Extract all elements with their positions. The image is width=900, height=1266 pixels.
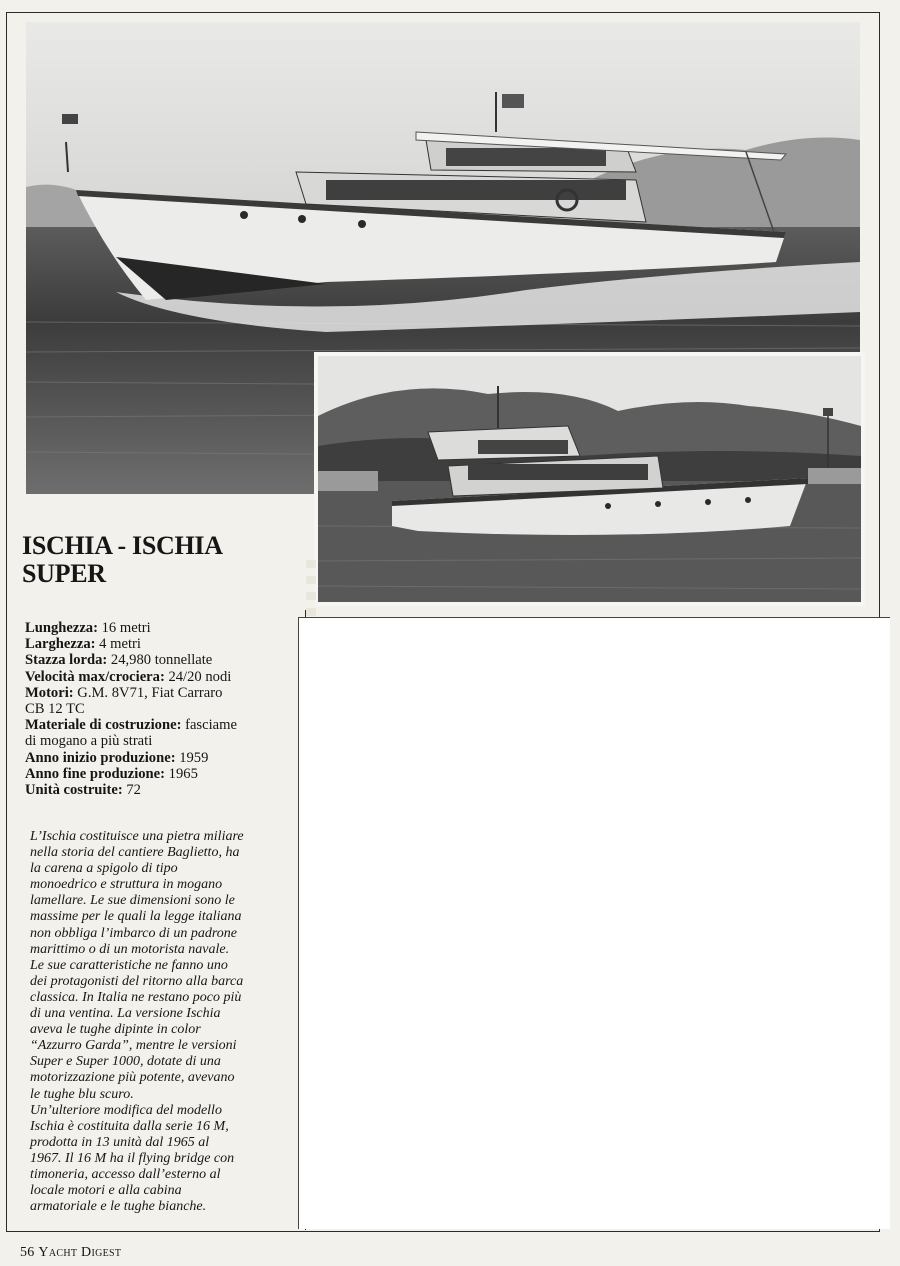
description-line: non obbliga l’imbarco di un padrone (30, 925, 238, 941)
description-line: monoedrico e struttura in mogano (30, 877, 223, 893)
page-footer (20, 1245, 121, 1261)
title-line-1: ISCHIA - ISCHIA (22, 531, 223, 560)
description-paragraph (30, 829, 302, 1215)
magazine-name: Yacht Digest (38, 1245, 122, 1260)
description-line: prodotta in 13 unità dal 1965 al (30, 1134, 210, 1150)
description-line: aveva le tughe dipinte in color (30, 1022, 201, 1038)
spec-row: Anno inizio produzione: 1959 (25, 749, 209, 766)
article-title (22, 532, 312, 588)
description-line: di una ventina. La versione Ischia (30, 1006, 221, 1022)
description-line: 1967. Il 16 M ha il flying bridge con (30, 1150, 235, 1166)
description-line: lamellare. Le sue dimensioni sono le (30, 893, 235, 909)
description-line: massime per le quali la legge italiana (30, 909, 242, 925)
description-line: la carena a spigolo di tipo (30, 861, 178, 877)
blank-panel (298, 617, 890, 1229)
description-line: Le sue caratteristiche ne fanno uno (30, 957, 228, 973)
spec-row: di mogano a più strati (25, 733, 153, 750)
spec-row: Larghezza: 4 metri (25, 636, 141, 653)
second-yacht-photo (314, 352, 865, 606)
spec-row: Anno fine produzione: 1965 (25, 765, 198, 782)
description-line: timoneria, accesso dall’esterno al (30, 1166, 221, 1182)
spec-list (25, 620, 303, 798)
description-line: “Azzurro Garda”, mentre le versioni (30, 1038, 237, 1054)
description-line: nella storia del cantiere Baglietto, ha (30, 845, 240, 861)
description-line: L’Ischia costituisce una pietra miliare (30, 829, 244, 844)
page-number: 56 (20, 1245, 35, 1260)
spec-row: Unità costruite: 72 (25, 782, 141, 799)
description-line: le tughe blu scuro. (30, 1086, 134, 1102)
description-line: locale motori e alla cabina (30, 1183, 182, 1199)
spec-row: Materiale di costruzione: fasciame (25, 717, 237, 734)
spec-row: Stazza lorda: 24,980 tonnellate (25, 652, 213, 669)
spec-row: CB 12 TC (25, 701, 85, 718)
description-line: motorizzazione più potente, avevano (30, 1070, 235, 1086)
spec-row: Lunghezza: 16 metri (25, 620, 151, 636)
title-line-2: SUPER (22, 559, 106, 588)
description-line: armatoriale e le tughe bianche. (30, 1199, 207, 1215)
description-line: Super e Super 1000, dotate di una (30, 1054, 221, 1070)
spec-row: Motori: G.M. 8V71, Fiat Carraro (25, 684, 223, 701)
description-line: marittimo o di un motorista navale. (30, 941, 230, 957)
description-line: dei protagonisti del ritorno alla barca (30, 973, 244, 989)
bottom-rule (6, 1231, 306, 1232)
description-line: Un’ulteriore modifica del modello (30, 1102, 222, 1118)
description-line: classica. In Italia ne restano poco più (30, 989, 242, 1005)
spec-row: Velocità max/crociera: 24/20 nodi (25, 668, 232, 685)
description-line: Ischia è costituita dalla serie 16 M, (30, 1118, 229, 1134)
